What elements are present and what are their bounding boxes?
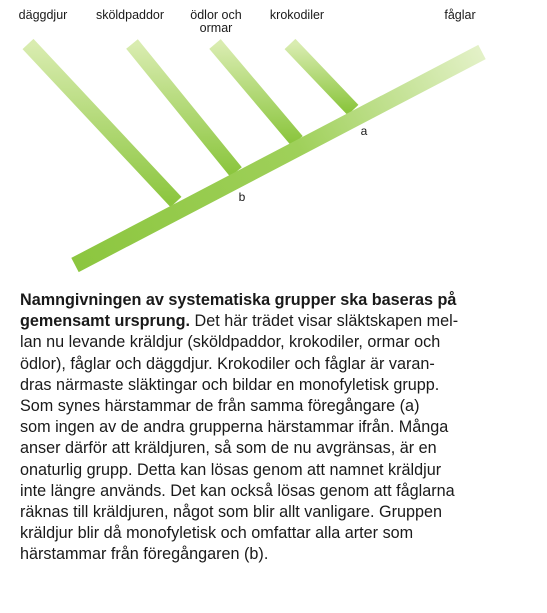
- caption-line: [20, 460, 535, 481]
- caption-text: härstammar från föregångaren (b).: [20, 545, 269, 564]
- branch-krokodiler: [290, 44, 353, 110]
- branch-skoldpaddor: [132, 44, 236, 172]
- caption-line: [20, 544, 535, 565]
- caption: [20, 290, 535, 566]
- taxon-label-faglar: fåglar: [444, 8, 476, 22]
- taxon-label-odlor-ormar: ödlor och ormar: [190, 8, 242, 35]
- caption-line: [20, 396, 535, 417]
- node-label-a: a: [360, 124, 368, 138]
- caption-line: [20, 375, 535, 396]
- caption-line: [20, 502, 535, 523]
- caption-text: Det här trädet visar släktskapen mel-: [190, 312, 459, 331]
- caption-text: räknas till kräldjuren, något som blir allt vanligare. Gruppen: [20, 503, 442, 522]
- taxon-label-skoldpaddor: sköldpaddor: [95, 8, 165, 22]
- caption-line: [20, 311, 535, 332]
- caption-text: anser därför att kräldjuren, så som de nu avgränsas, är en: [20, 439, 437, 458]
- branch-odlor-ormar: [215, 44, 297, 141]
- caption-text: Som synes härstammar de från samma föregångare (a): [20, 397, 420, 416]
- taxon-label-krokodiler: krokodiler: [269, 8, 325, 22]
- taxon-label-daggdjur: däggdjur: [18, 8, 68, 22]
- caption-text: inte längre används. Det kan också lösas genom att fåglarna: [20, 481, 455, 500]
- caption-text: lan nu levande kräldjur (sköldpaddor, krokodiler, ormar och: [20, 333, 441, 352]
- caption-line: [20, 523, 535, 544]
- caption-line: [20, 332, 535, 353]
- caption-line: [20, 290, 535, 311]
- caption-text: kräldjur blir då monofyletisk och omfattar alla arter som: [20, 524, 414, 543]
- caption-line: [20, 417, 535, 438]
- caption-text: ödlor), fåglar och däggdjur. Krokodiler och fåglar är varan-: [20, 354, 435, 373]
- caption-text: som ingen av de andra grupperna härstammar ifrån. Många: [20, 418, 449, 437]
- caption-text: dras närmaste släktingar och bildar en monofyletisk grupp.: [20, 375, 440, 394]
- caption-line: [20, 354, 535, 375]
- phylogenetic-tree: [0, 0, 547, 290]
- caption-bold: Namngivningen av systematiska grupper ska baseras på: [20, 291, 457, 309]
- caption-line: [20, 438, 535, 459]
- node-label-b: b: [238, 190, 246, 204]
- caption-line: [20, 481, 535, 502]
- caption-text: onaturlig grupp. Detta kan lösas genom att namnet kräldjur: [20, 460, 442, 479]
- caption-bold: gemensamt ursprung.: [20, 312, 191, 331]
